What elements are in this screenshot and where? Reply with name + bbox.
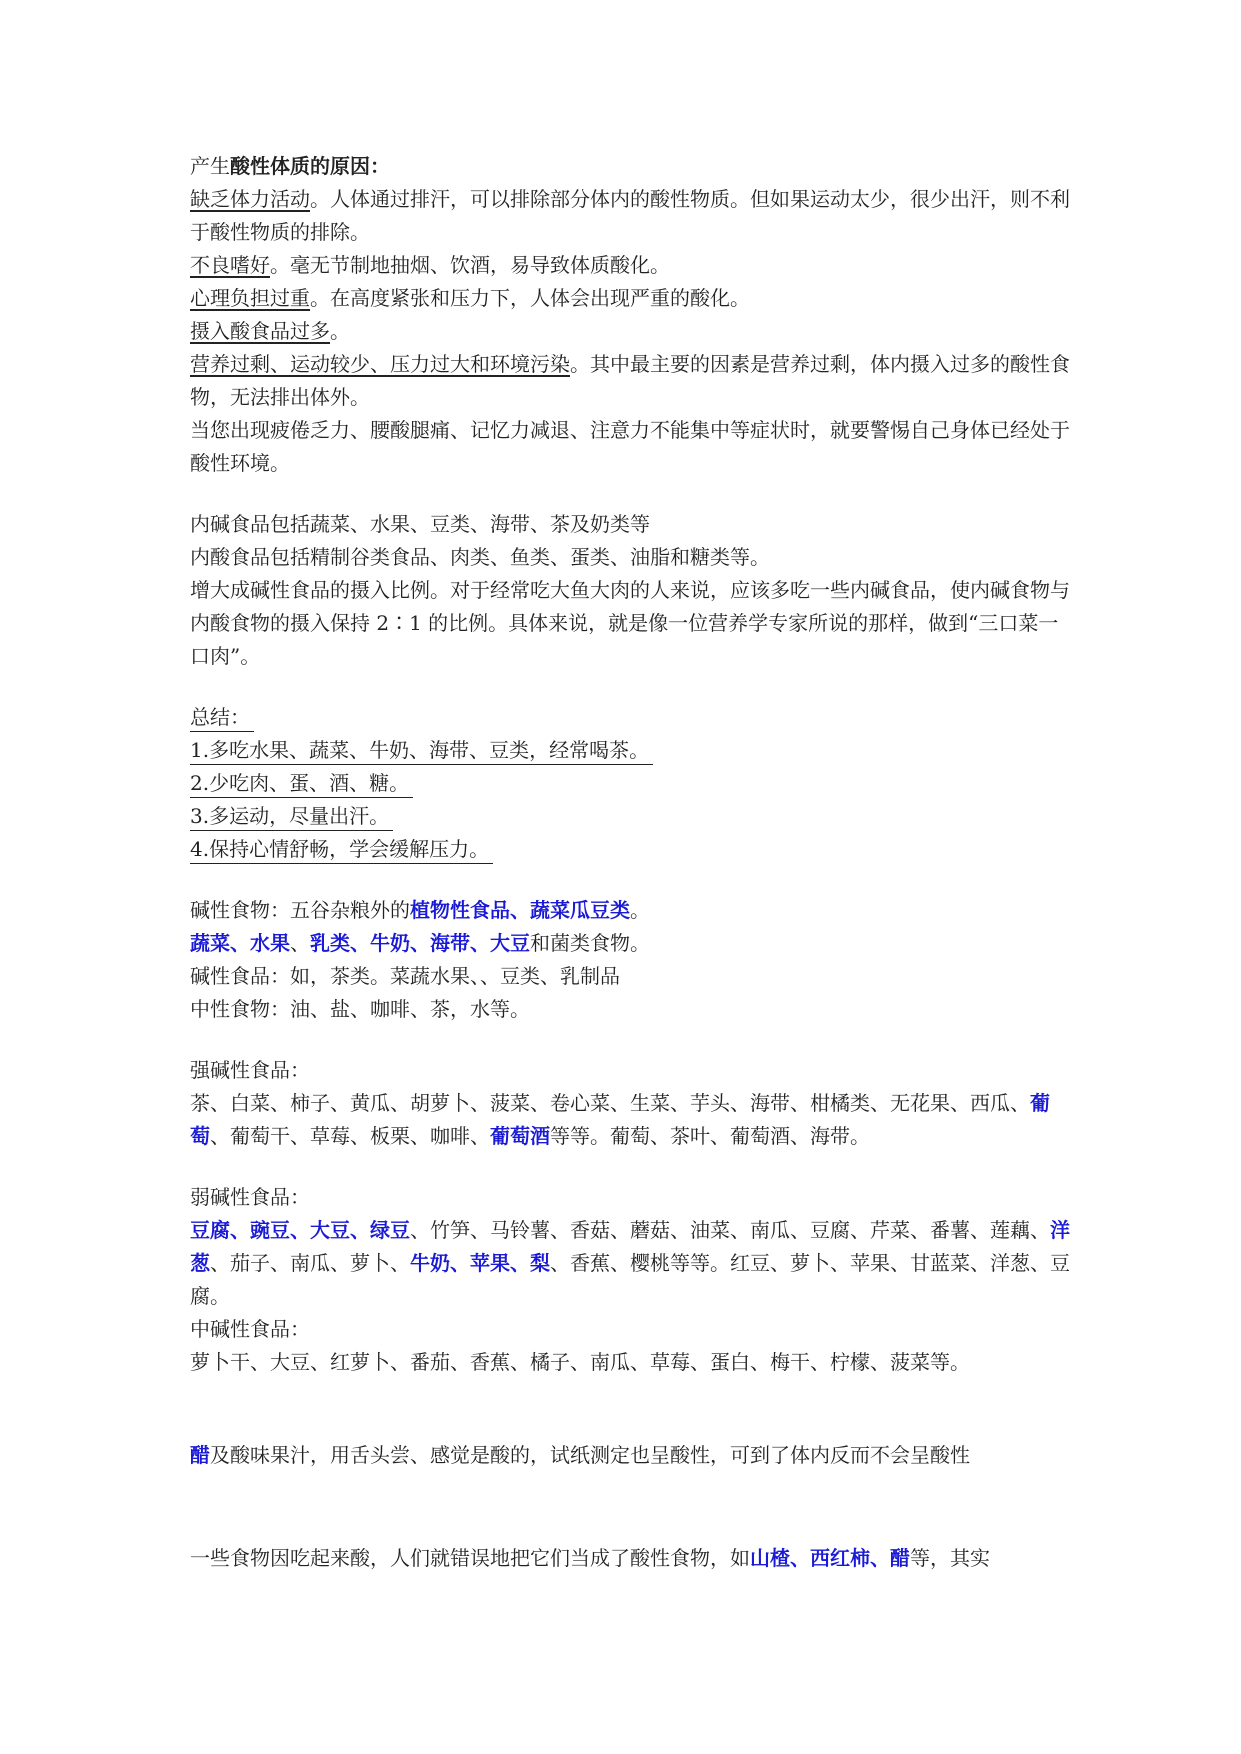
summary-item: 3.多运动，尽量出汗。	[190, 802, 393, 831]
strong-alkaline-title: 强碱性食品：	[190, 1058, 310, 1082]
medium-alkaline-list: 萝卜干、大豆、红萝卜、番茄、香蕉、橘子、南瓜、草莓、蛋白、梅干、柠檬、菠菜等。	[190, 1350, 970, 1374]
reason-1: 缺乏体力活动。人体通过排汗，可以排除部分体内的酸性物质。但如果运动太少，很少出汗，则不利于酸性物质的排除。	[190, 187, 1070, 244]
weak-alkaline-list: 豆腐、豌豆、大豆、绿豆、竹笋、马铃薯、香菇、蘑菇、油菜、南瓜、豆腐、芹菜、番薯、莲藕、洋葱、茄子、南瓜、萝卜、牛奶、苹果、梨、香蕉、樱桃等等。红豆、萝卜、苹果、甘蓝菜、洋葱、豆腐。	[190, 1218, 1070, 1308]
alkaline-foods-line: 内碱食品包括蔬菜、水果、豆类、海带、茶及奶类等	[190, 512, 650, 536]
reason-5: 营养过剩、运动较少、压力过大和环境污染。其中最主要的因素是营养过剩，体内摄入过多的酸性食物，无法排出体外。	[190, 352, 1070, 409]
reason-3: 心理负担过重。在高度紧张和压力下，人体会出现严重的酸化。	[190, 286, 750, 310]
acidic-foods-line: 内酸食品包括精制谷类食品、肉类、鱼类、蛋类、油脂和糖类等。	[190, 545, 770, 569]
summary-item: 1.多吃水果、蔬菜、牛奶、海带、豆类，经常喝茶。	[190, 736, 653, 765]
reason-2: 不良嗜好。毫无节制地抽烟、饮酒，易导致体质酸化。	[190, 253, 670, 277]
summary-item: 2.少吃肉、蛋、酒、糖。	[190, 769, 413, 798]
strong-alkaline-list: 茶、白菜、柿子、黄瓜、胡萝卜、菠菜、卷心菜、生菜、芋头、海带、柑橘类、无花果、西瓜、葡萄、葡萄干、草莓、板栗、咖啡、葡萄酒等等。葡萄、茶叶、葡萄酒、海带。	[190, 1091, 1050, 1148]
vinegar-paragraph: 醋及酸味果汁，用舌头尝、感觉是酸的，试纸测定也呈酸性，可到了体内反而不会呈酸性	[190, 1443, 970, 1467]
advice-paragraph: 增大成碱性食品的摄入比例。对于经常吃大鱼大肉的人来说，应该多吃一些内碱食品，使内碱食物与内酸食物的摄入保持 2∶1 的比例。具体来说，就是像一位营养学专家所说的那样，做到“三口菜一口肉”。	[190, 578, 1070, 668]
summary-title: 总结：	[190, 703, 254, 732]
document-page	[190, 150, 1070, 1575]
misconception-paragraph: 一些食物因吃起来酸，人们就错误地把它们当成了酸性食物，如山楂、西红柿、醋等，其实	[190, 1546, 990, 1570]
summary-item: 4.保持心情舒畅，学会缓解压力。	[190, 835, 493, 864]
neutral-food-line: 中性食物：油、盐、咖啡、茶，水等。	[190, 997, 530, 1021]
alkaline-food-line: 碱性食品：如，茶类。菜蔬水果、、豆类、乳制品	[190, 964, 620, 988]
alkaline-food-definition: 碱性食物：五谷杂粮外的植物性食品、蔬菜瓜豆类。	[190, 898, 650, 922]
weak-alkaline-title: 弱碱性食品：	[190, 1185, 310, 1209]
medium-alkaline-title: 中碱性食品：	[190, 1317, 310, 1341]
section-title: 产生酸性体质的原因：	[190, 154, 390, 178]
warning-paragraph: 当您出现疲倦乏力、腰酸腿痛、记忆力减退、注意力不能集中等症状时，就要警惕自己身体已经处于酸性环境。	[190, 418, 1070, 475]
summary-block	[190, 701, 1070, 866]
reason-4: 摄入酸食品过多。	[190, 319, 350, 343]
alkaline-food-examples: 蔬菜、水果、乳类、牛奶、海带、大豆和菌类食物。	[190, 931, 650, 955]
